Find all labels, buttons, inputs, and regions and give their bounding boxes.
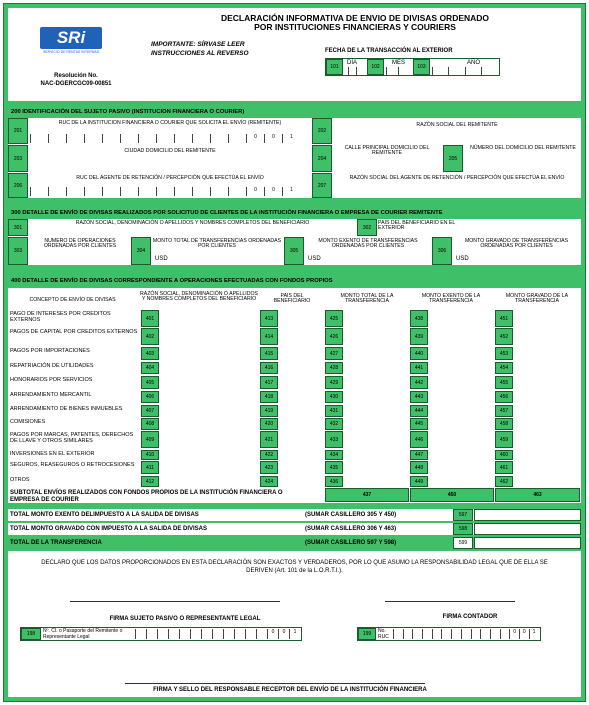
- code-201: 201: [8, 118, 28, 144]
- section-300-title: 300 DETALLE DE ENVÍO DE DIVISAS REALIZADOS POR SOLICITUD DE CLIENTES DE LA INSTITUCIÓN FINANCIERA O EMPRESA DE COURIER REMITENTE: [8, 209, 581, 218]
- important-note: IMPORTANTE: SÍRVASE LEER: [151, 41, 245, 48]
- code-cell: 453: [495, 347, 513, 360]
- concepto-row: INVERSIONES EN EL EXTERIOR: [10, 451, 95, 457]
- code-cell: 411: [141, 461, 159, 474]
- concepto-row: PAGO DE INTERESES POR CREDITOS EXTERNOS: [10, 311, 111, 323]
- code-cell: 419: [260, 405, 278, 417]
- code-cell: 410: [141, 450, 159, 460]
- code-cell: 435: [325, 461, 343, 474]
- code-203: 203: [8, 145, 28, 172]
- label-201: RUC DE LA INSTITUCION FINANCIERA O COURIER QUE SOLICITA EL ENVÍO (REMITENTE): [58, 120, 282, 126]
- col-monto-total: MONTO TOTAL DE LA TRANSFERENCIA: [340, 293, 394, 305]
- code-304: 304: [131, 237, 151, 265]
- firma-receptor-label: FIRMA Y SELLO DEL RESPONSABLE RECEPTOR DEL ENVÍO DE LA INSTITUCIÓN FINANCIERA: [153, 687, 427, 693]
- code-cell: 444: [410, 405, 428, 417]
- label-206: RUC DEL AGENTE DE RETENCIÓN / PERCEPCIÓN QUE EFECTÚA EL ENVÍO: [76, 175, 264, 181]
- field-598[interactable]: [474, 523, 581, 535]
- code-cell: 434: [325, 450, 343, 460]
- section-200-title: 200 IDENTIFICACIÓN DEL SUJETO PASIVO (INSTITUCION FINANCIERA O COURIER): [8, 108, 581, 117]
- label-205: NÚMERO DEL DOMICILIO DEL REMITENTE: [470, 145, 576, 151]
- code-cell: 425: [325, 310, 343, 327]
- code-cell: 423: [260, 461, 278, 474]
- concepto-row: PAGOS DE CAPITAL POR CREDITOS EXTERNOS: [10, 329, 138, 335]
- total-exento-label: TOTAL MONTO EXENTO DELIMPUESTO A LA SALIDA DE DIVISAS: [10, 512, 199, 518]
- ci-representante-field[interactable]: 0 0 1: [135, 629, 300, 639]
- code-cell: 455: [495, 376, 513, 389]
- ruc-remitente-field[interactable]: 0 0 1: [30, 134, 310, 143]
- resolution-label: Resolución No.: [54, 73, 98, 79]
- label-207: RAZÓN SOCIAL DEL AGENTE DE RETENCIÓN / PERCEPCIÓN QUE EFECTÚA EL ENVÍO: [349, 175, 565, 181]
- signature-line-receptor: [125, 683, 425, 684]
- code-cell: 402: [141, 328, 159, 345]
- code-cell: 429: [325, 376, 343, 389]
- anio-label: AÑO: [467, 60, 481, 66]
- ruc-agente-field[interactable]: 0 0 1: [30, 187, 310, 196]
- code-204: 204: [312, 145, 332, 172]
- code-cell: 420: [260, 418, 278, 430]
- label-203: CIUDAD DOMICILIO DEL REMITENTE: [124, 148, 216, 154]
- code-cell: 418: [260, 391, 278, 403]
- code-cell: 454: [495, 362, 513, 374]
- code-597: 597: [453, 509, 473, 521]
- label-198: Nº. CI. o Pasaporte del Remitente o Representante Legal: [43, 628, 123, 640]
- important-note-2: INSTRUCCIONES AL REVERSO: [151, 50, 249, 57]
- label-301: RAZÓN SOCIAL, DENOMINACIÓN O APELLIDOS Y NOMBRES COMPLETOS DEL BENEFICIARIO: [75, 220, 310, 226]
- code-301: 301: [8, 219, 28, 236]
- col-monto-exento: MONTO EXENTO DE LA TRANSFERENCIA: [421, 293, 481, 305]
- code-198: 198: [21, 628, 41, 640]
- section-400-title: 400 DETALLE DE ENVÍO DE DIVISAS CORRESPONDIENTE A OPERACIONES EFECTUADAS CON FONDOS PROPIOS: [8, 277, 581, 286]
- label-305: MONTO EXENTO DE TRANSFERENCIAS ORDENADAS POR CLIENTES: [318, 238, 418, 250]
- code-cell: 448: [410, 461, 428, 474]
- code-cell: 451: [495, 310, 513, 327]
- concepto-row: COMISIONES: [10, 419, 46, 425]
- code-102: 102: [367, 59, 384, 75]
- concepto-row: SEGUROS, REASEGUROS O RETROCESIONES: [10, 462, 135, 468]
- code-cell: 413: [260, 310, 278, 327]
- usd-304: USD: [155, 256, 168, 262]
- code-cell: 409: [141, 431, 159, 448]
- code-cell: 433: [325, 431, 343, 448]
- col-concepto: CONCEPTO DE ENVÍO DE DIVISAS: [29, 297, 116, 303]
- code-cell: 458: [495, 418, 513, 430]
- code-cell: 412: [141, 476, 159, 487]
- concepto-row: REPATRIACIÓN DE UTILIDADES: [10, 363, 94, 369]
- code-cell: 456: [495, 391, 513, 403]
- usd-305: USD: [308, 256, 321, 262]
- code-cell: 449: [410, 476, 428, 487]
- form-title: DECLARACIÓN INFORMATIVA DE ENVIO DE DIVISAS ORDENADO POR INSTITUCIONES FINANCIERAS Y COURIERS: [220, 13, 490, 32]
- code-205: 205: [443, 145, 463, 172]
- section-200: [8, 118, 581, 198]
- total-transferencia-sum: (SUMAR CASILLERO 597 Y 598): [305, 540, 397, 546]
- code-cell: 422: [260, 450, 278, 460]
- code-305: 305: [284, 237, 304, 265]
- code-103: 103: [413, 59, 430, 75]
- code-cell: 439: [410, 328, 428, 345]
- col-razon-social: RAZÓN SOCIAL, DENOMINACIÓN O APELLIDOS Y NOMBRES COMPLETOS DEL BENEFICIARIO: [140, 291, 258, 303]
- field-599[interactable]: [474, 537, 581, 549]
- code-cell: 416: [260, 362, 278, 374]
- signature-line-rep: [70, 601, 280, 602]
- code-cell: 457: [495, 405, 513, 417]
- subtotal-label: SUBTOTAL ENVÍOS REALIZADOS CON FONDOS PROPIOS DE LA INSTITUCIÓN FINANCIERA O EMPRESA DE COURIER: [10, 490, 283, 503]
- code-cell: 403: [141, 347, 159, 360]
- code-cell: 431: [325, 405, 343, 417]
- code-cell: 438: [410, 310, 428, 327]
- code-cell: 459: [495, 431, 513, 448]
- code-cell: 421: [260, 431, 278, 448]
- code-cell: 440: [410, 347, 428, 360]
- code-cell: 406: [141, 391, 159, 403]
- code-206: 206: [8, 173, 28, 198]
- code-cell: 447: [410, 450, 428, 460]
- code-cell: 427: [325, 347, 343, 360]
- code-cell: 432: [325, 418, 343, 430]
- ruc-contador-field[interactable]: 0 0 1: [393, 629, 539, 639]
- mes-label: MES: [392, 60, 406, 66]
- code-cell: 405: [141, 376, 159, 389]
- code-cell: 407: [141, 405, 159, 417]
- code-cell: 414: [260, 328, 278, 345]
- signature-line-cont: [385, 601, 515, 602]
- code-cell: 462: [495, 476, 513, 487]
- code-599: 599: [453, 537, 473, 549]
- total-exento-sum: (SUMAR CASILLERO 305 Y 450): [305, 512, 397, 518]
- code-cell: 442: [410, 376, 428, 389]
- code-cell: 461: [495, 461, 513, 474]
- month-field[interactable]: [386, 67, 410, 75]
- label-204: CALLE PRINCIPAL DOMICILIO DEL REMITENTE: [344, 145, 430, 157]
- code-302: 302: [357, 219, 377, 236]
- total-transferencia-label: TOTAL DE LA TRANSFERENCIA: [10, 540, 102, 546]
- day-field[interactable]: [348, 67, 364, 75]
- concepto-row: ARRENDAMIENTO DE BIENES INMUEBLES: [10, 406, 123, 412]
- label-304: MONTO TOTAL DE TRANSFERENCIAS ORDENADAS POR CLIENTES: [152, 238, 282, 250]
- code-cell: 428: [325, 362, 343, 374]
- code-cell: 417: [260, 376, 278, 389]
- concepto-row: OTROS: [10, 477, 30, 483]
- concepto-row: HONORARIOS POR SERVICIOS: [10, 377, 93, 383]
- code-cell: 445: [410, 418, 428, 430]
- code-cell: 424: [260, 476, 278, 487]
- code-cell: 436: [325, 476, 343, 487]
- code-303: 303: [8, 237, 28, 265]
- label-202: RAZÓN SOCIAL DEL REMITENTE: [416, 122, 498, 128]
- code-cell: 401: [141, 310, 159, 327]
- code-cell: 446: [410, 431, 428, 448]
- fecha-label: FECHA DE LA TRANSACCIÓN AL EXTERIOR: [325, 48, 453, 54]
- code-cell: 430: [325, 391, 343, 403]
- firma-cont-label: FIRMA CONTADOR: [442, 614, 498, 620]
- code-cell: 441: [410, 362, 428, 374]
- code-cell: 443: [410, 391, 428, 403]
- col-pais: PAIS DEL BENEFICIARIO: [273, 293, 311, 305]
- code-202: 202: [312, 118, 332, 144]
- total-gravado-sum: (SUMAR CASILLERO 306 Y 463): [305, 526, 397, 532]
- sri-logo: SRi: [40, 27, 102, 49]
- code-101: 101: [326, 59, 343, 75]
- col-monto-gravado: MONTO GRAVADO DE LA TRANSFERENCIA: [505, 293, 569, 305]
- code-cell: 426: [325, 328, 343, 345]
- code-207: 207: [312, 173, 332, 198]
- label-302: PAIS DEL BENEFICIARIO EN EL EXTERIOR: [378, 220, 456, 232]
- code-463: 463: [495, 488, 580, 502]
- code-cell: 460: [495, 450, 513, 460]
- concepto-row: ARRENDAMIENTO MERCANTIL: [10, 392, 92, 398]
- label-303: NUMERO DE OPERACIONES ORDENADAS POR CLIENTES: [43, 238, 117, 250]
- concepto-row: PAGOS POR MARCAS, PATENTES, DERECHOS DE LLAVE Y OTROS SIMILARES: [10, 432, 134, 444]
- dia-label: DÍA: [347, 60, 358, 66]
- declaration-text: DECLARO QUE LOS DATOS PROPORCIONADOS EN ESTA DECLARACIÓN SON EXACTOS Y VERDADEROS, POR LO QUE ASUMO LA RESPONSABILIDAD LEGAL QUE DE ELLA SE DERIVEN (Art. 101 de la L.O.R.T.I.).: [41, 560, 548, 574]
- code-cell: 452: [495, 328, 513, 345]
- code-cell: 408: [141, 418, 159, 430]
- label-199: No. RUC: [378, 628, 389, 640]
- firma-rep-label: FIRMA SUJETO PASIVO O REPRESENTANTE LEGAL: [109, 616, 261, 622]
- field-597[interactable]: [474, 509, 581, 521]
- year-field[interactable]: [432, 67, 498, 75]
- label-306: MONTO GRAVADO DE TRANSFERENCIAS ORDENADAS POR CLIENTES: [464, 238, 569, 250]
- code-cell: 415: [260, 347, 278, 360]
- usd-306: USD: [456, 256, 469, 262]
- code-306: 306: [432, 237, 452, 265]
- code-cell: 404: [141, 362, 159, 374]
- code-199: 199: [358, 628, 376, 640]
- code-450: 450: [410, 488, 494, 502]
- concepto-row: PAGOS POR IMPORTACIONES: [10, 348, 90, 354]
- code-437: 437: [325, 488, 409, 502]
- resolution-value: NAC-DGERCGC09-00851: [40, 81, 112, 87]
- logo-subtitle: SERVICIO DE RENTAS INTERNAS: [42, 50, 100, 54]
- code-598: 598: [453, 523, 473, 535]
- total-gravado-label: TOTAL MONTO GRAVADO CON IMPUESTO A LA SALIDA DE DIVISAS: [10, 526, 208, 532]
